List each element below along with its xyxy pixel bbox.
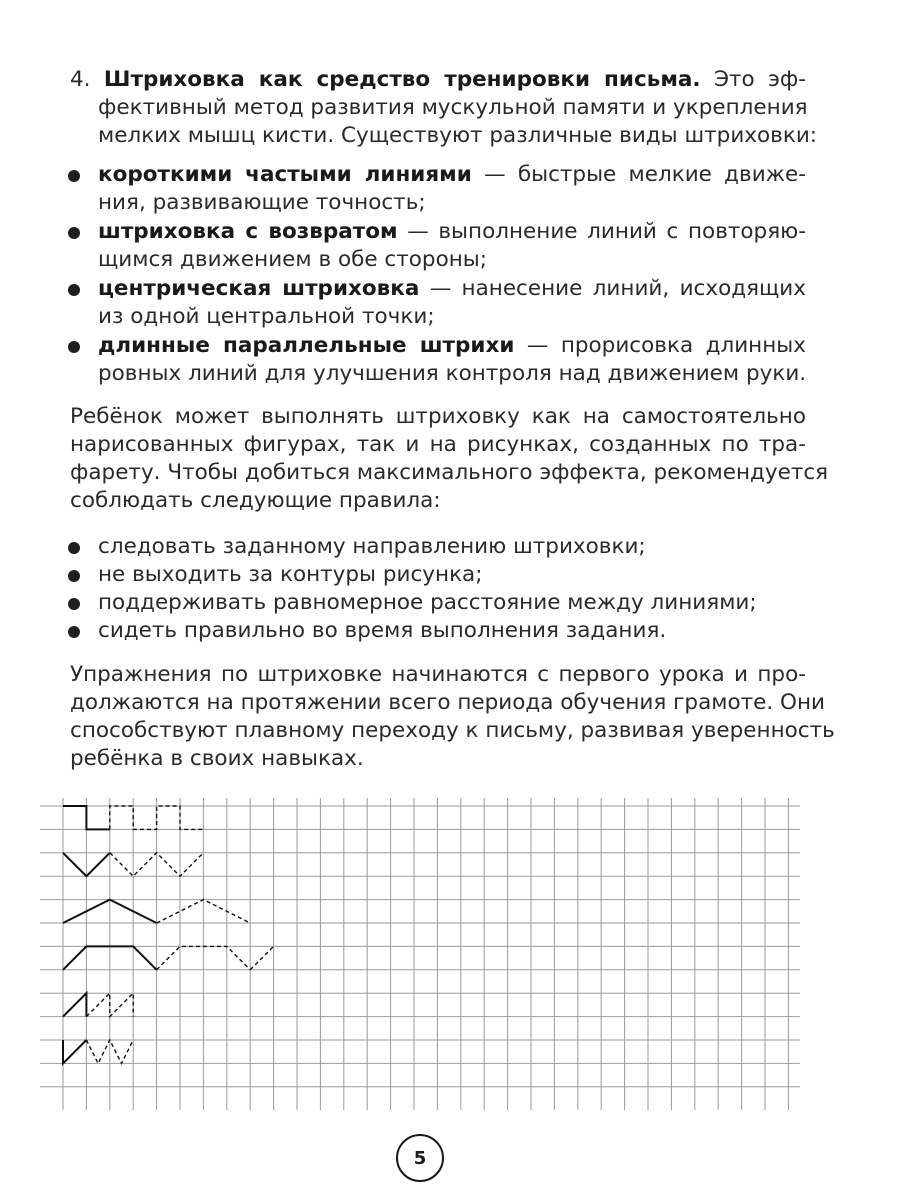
type-description: — быстрые мелкие движе- [484,162,807,187]
section-heading-line [70,66,806,94]
paragraph-line: ребёнка в своих навыках. [70,746,364,771]
list-item [98,275,806,303]
list-item [98,218,806,246]
pattern-sawtooth-sample [63,993,86,1016]
list-item [98,332,806,360]
rule-item: не выходить за контуры рисунка; [98,562,483,587]
type-description: — нанесение линий, исходящих [429,276,806,301]
section-number: 4. [70,67,91,92]
list-item [98,161,806,189]
section-title: Штриховка как средство тренировки письма. [103,67,701,92]
paragraph-line: Упражнения по штриховке начинаются с первого урока и про- [70,662,806,687]
type-name: центрическая штриховка [98,276,420,301]
paragraph-line: нарисованных фигурах, так и на рисунках, созданных по тра- [70,432,806,457]
bullet-icon [68,542,80,554]
bullet-icon [68,284,80,296]
type-name: короткими частыми линиями [98,162,472,187]
type-name: штриховка с возвратом [98,219,398,244]
rule-item: поддерживать равномерное расстояние между линиями; [98,590,757,615]
paragraph-line: соблюдать следующие правила: [70,488,441,513]
bullet-icon [68,341,80,353]
bullet-icon [68,626,80,638]
section-intro-start: Это эф- [713,67,807,92]
type-description-cont: ния, развивающие точность; [98,190,426,215]
grid-canvas [40,798,800,1110]
type-description: — прорисовка длинных [526,333,806,358]
type-description-cont: из одной центральной точки; [98,304,435,329]
pattern-meander-sample [63,806,110,829]
bullet-icon [68,570,80,582]
tracing-grid [40,798,800,1110]
type-name: длинные параллельные штрихи [98,333,515,358]
bullet-icon [68,227,80,239]
type-description: — выполнение линий с повторяю- [407,219,806,244]
rule-item: следовать заданному направлению штриховки; [98,534,646,559]
section-intro-line: мелких мышц кисти. Существуют различные виды штриховки: [98,123,818,148]
bullet-icon [68,170,80,182]
pattern-sawtooth-trace [86,993,133,1016]
page-number: 5 [396,1134,444,1182]
bullet-icon [68,598,80,610]
pattern-checkmark-sample [63,1040,86,1063]
paragraph-line: должаются на протяжении всего периода обучения грамоте. Они [70,690,825,715]
paragraph-line: фарету. Чтобы добиться максимального эффекта, рекомендуется [70,460,829,485]
type-description-cont: ровных линий для улучшения контроля над движением руки. [98,361,807,386]
rule-item: сидеть правильно во время выполнения задания. [98,618,667,643]
section-intro-line: фективный метод развития мускульной памяти и укрепления [98,95,808,120]
paragraph-line: способствуют плавному переходу к письму, развивая уверенность [70,718,835,743]
paragraph-line: Ребёнок может выполнять штриховку как на самостоятельно [70,404,806,429]
pattern-trapezoid-trace [250,946,273,969]
type-description-cont: щимся движением в обе стороны; [98,247,488,272]
